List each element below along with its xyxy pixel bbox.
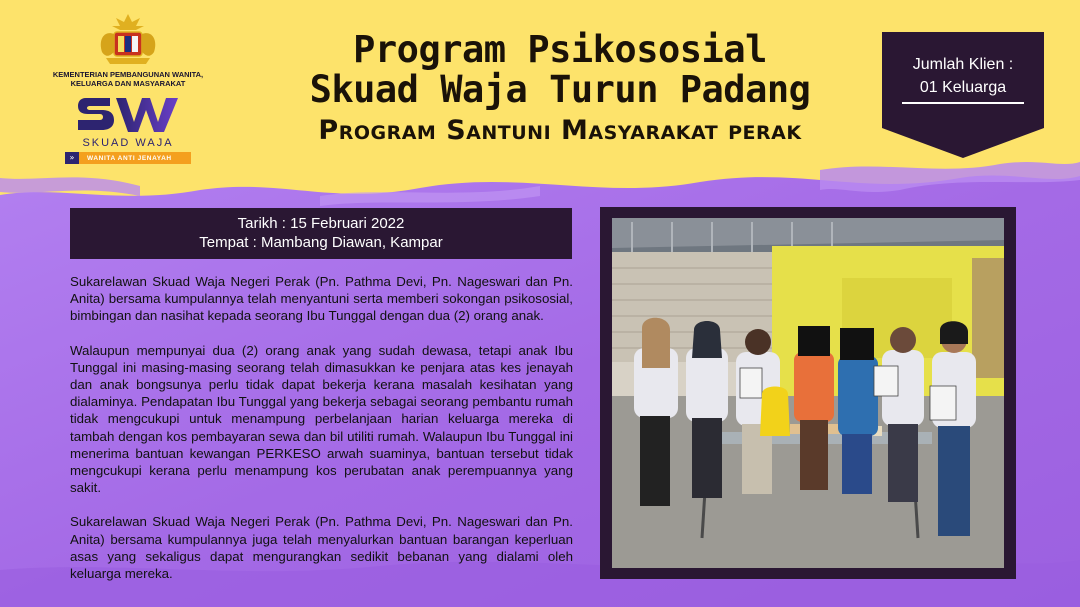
page-title — [240, 30, 880, 148]
brand-name: SKUAD WAJA — [82, 137, 174, 149]
event-date: Tarikh : 15 Februari 2022 — [237, 215, 405, 232]
ministry-line-1: KEMENTERIAN PEMBANGUNAN WANITA, — [52, 70, 204, 79]
ministry-line-2: KELUARGA DAN MASYARAKAT — [70, 79, 186, 88]
double-chevron-icon: » — [65, 152, 79, 164]
ministry-name — [28, 70, 228, 88]
paragraph-3: Sukarelawan Skuad Waja Negeri Perak (Pn. Pathma Devi, Pn. Nageswari dan Pn. Anita) bersama kumpulannya juga telah menyalurkan bantuan barangan keperluan asas yang sekaligus dapat mengurangkan sedikit bebanan yang dialami oleh keluarga mereka. — [70, 514, 573, 582]
event-info-box — [70, 208, 572, 259]
coat-of-arms-icon — [92, 12, 164, 68]
client-divider — [902, 102, 1024, 104]
event-place: Tempat : Mambang Diawan, Kampar — [199, 234, 443, 251]
brand-tagline: WANITA ANTI JENAYAH — [87, 154, 172, 162]
event-photo — [612, 218, 1004, 568]
title-line-1: Program Psikososial — [353, 28, 767, 71]
paragraph-1: Sukarelawan Skuad Waja Negeri Perak (Pn. Pathma Devi, Pn. Nageswari dan Pn. Anita) bersama kumpulannya telah menyantuni serta memberi sokongan psikososial, bimbingan dan nasihat kepada seorang Ibu Tunggal dengan dua (2) orang anak. — [70, 274, 573, 324]
title-line-3: Program Santuni Masyarakat perak — [318, 115, 802, 146]
sw-logo-icon — [76, 92, 180, 136]
logo-block — [28, 12, 228, 164]
brand-tagline-bar — [65, 152, 191, 164]
title-line-2: Skuad Waja Turun Padang — [309, 68, 811, 111]
client-count-badge — [882, 32, 1044, 158]
client-value: 01 Keluarga — [919, 79, 1007, 96]
article-body — [70, 273, 573, 599]
paragraph-2: Walaupun mempunyai dua (2) orang anak yang sudah dewasa, tetapi anak Ibu Tunggal ini masing-masing seorang telah dimasukkan ke penjara atas kes jenayah dan anak bongsunya perlu tidak dapat bekerja kerana masalah kesihatan yang dialaminya. Pendapatan Ibu Tunggal yang bekerja sebagai seorang pembantu rumah tidak mengcukupi untuk menampung perbelanjaan harian keluarga mereka di tambah dengan kos pembayaran sewa dan bil utiliti rumah. Walaupun Ibu Tunggal ini menerima bantuan kewangan PERKESO arwah suaminya, bantuan tersebut tidak mengcukupi kerana perlu menampung kos perubatan anak perempuannya yang sakit. — [70, 342, 573, 496]
client-label: Jumlah Klien : — [912, 56, 1014, 73]
event-photo-illustration — [612, 218, 1004, 568]
